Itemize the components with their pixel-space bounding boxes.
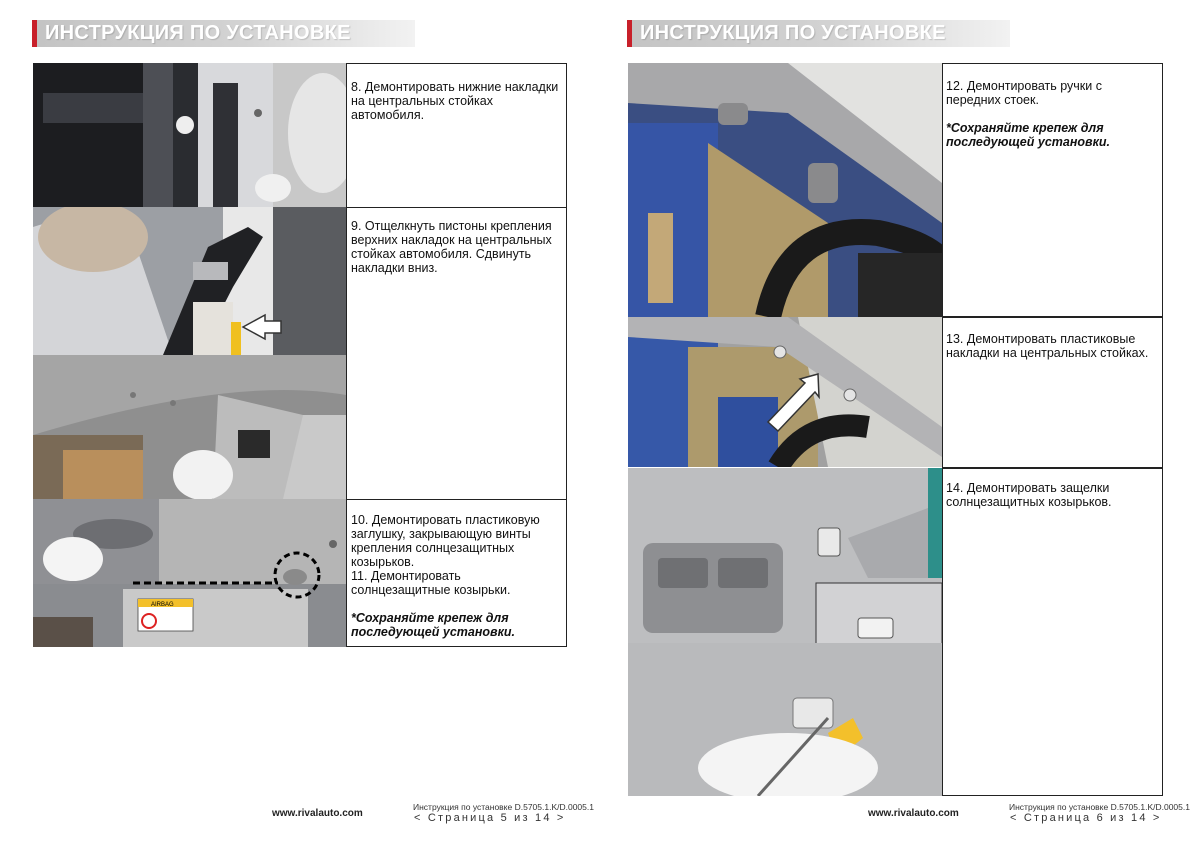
page-header	[627, 20, 1010, 47]
page-header	[32, 20, 415, 47]
photo-belt-clip-arrow	[33, 207, 346, 355]
step-13-text: 13. Демонтировать пластиковые накладки на центральных стойках.	[946, 332, 1149, 360]
step-14-text: 14. Демонтировать защелки солнцезащитных козырьков.	[946, 481, 1112, 509]
photo-upper-pillar-trim	[33, 355, 346, 499]
footer-doc-code: Инструкция по установке D.5705.1.K/D.0005.1	[413, 802, 594, 812]
photo-lower-pillar-trim	[33, 63, 346, 207]
airbag-label: AIRBAG	[151, 602, 174, 608]
page-header-title: ИНСТРУКЦИЯ ПО УСТАНОВКЕ	[45, 22, 351, 44]
photo-pillar-trim-arrow	[628, 317, 942, 467]
footer-site[interactable]: www.rivalauto.com	[272, 808, 363, 819]
footer-doc-code: Инструкция по установке D.5705.1.K/D.0005.1	[1009, 802, 1190, 812]
photo-sunvisor	[33, 499, 346, 647]
photo-sunvisor-clips	[628, 468, 942, 796]
footer-site[interactable]: www.rivalauto.com	[868, 808, 959, 819]
page-6	[600, 0, 1200, 848]
footer-page-number: < Страница 5 из 14 >	[414, 812, 566, 824]
step-10-11-text: 10. Демонтировать пластиковую заглушку, закрывающую винты крепления солнцезащитных козырьков. 11. Демонтировать солнцезащитные козырьки. *Сохраняйте крепеж для последующей установки.	[351, 513, 563, 639]
page-header-title: ИНСТРУКЦИЯ ПО УСТАНОВКЕ	[640, 22, 946, 44]
step-8-text: 8. Демонтировать нижние накладки на центральных стойках автомобиля.	[351, 80, 559, 122]
footer-page-number: < Страница 6 из 14 >	[1010, 812, 1162, 824]
photo-pillar-handle	[628, 63, 942, 317]
step-12-note: *Сохраняйте крепеж для последующей установки.	[946, 121, 1111, 149]
step-14-cell	[942, 468, 1163, 796]
step-9-text: 9. Отщелкнуть пистоны крепления верхних накладок на центральных стойках автомобиля. Сдвинуть накладки вниз.	[351, 219, 552, 275]
step-12-text: 12. Демонтировать ручки с передних стоек. *Сохраняйте крепеж для последующей установки.	[946, 79, 1158, 149]
step-10-11-note: *Сохраняйте крепеж для последующей установки.	[351, 611, 516, 639]
